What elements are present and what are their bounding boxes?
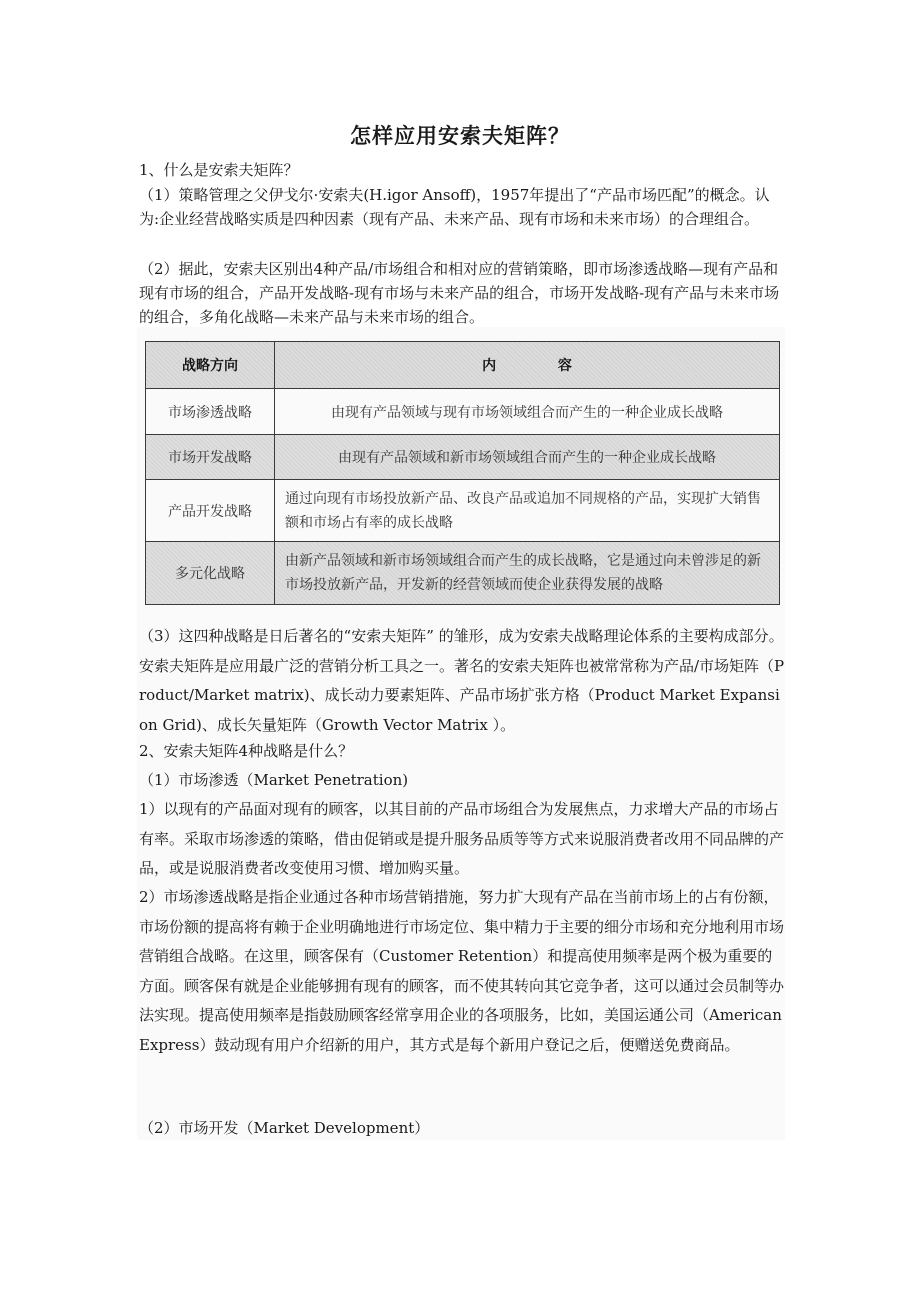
strategy-name: 多元化战略 bbox=[146, 542, 275, 605]
table-row bbox=[146, 480, 780, 542]
strategy-content: 由现有产品领域与现有市场领域组合而产生的一种企业成长战略 bbox=[275, 389, 780, 435]
strategy-name: 市场渗透战略 bbox=[146, 389, 275, 435]
paragraph-1: （1）策略管理之父伊戈尔·安索夫(H.igor Ansoff)，1957年提出了“产品市场匹配”的概念。认为:企业经营战略实质是四种因素（现有产品、未来产品、现有市场和未来市场）的合理组合。 bbox=[139, 186, 770, 228]
paragraph-5: 2）市场渗透战略是指企业通过各种市场营销措施，努力扩大现有产品在当前市场上的占有份额，市场份额的提高将有赖于企业明确地进行市场定位、集中精力于主要的细分市场和充分地利用市场营销组合战略。在这里，顾客保有（Customer Retention）和提高使用频率是两个极为重要的方面。顾客保有就是企业能够拥有现有的顾客，而不使其转向其它竞争者，这可以通过会员制等办法实现。提高使用频率是指鼓励顾客经常享用企业的各项服务，比如，美国运通公司（American Express）鼓动现有用户介绍新的用户，其方式是每个新用户登记之后，便赠送免费商品。 bbox=[139, 888, 785, 1054]
subsection2-heading: （2）市场开发（Market Development） bbox=[139, 1119, 430, 1137]
strategy-content: 由现有产品领域和新市场领域组合而产生的一种企业成长战略 bbox=[275, 435, 780, 480]
subsection1-heading: （1）市场渗透（Market Penetration) bbox=[139, 771, 409, 789]
strategy-content: 通过向现有市场投放新产品、改良产品或追加不同规格的产品，实现扩大销售额和市场占有率的成长战略 bbox=[275, 480, 780, 542]
strategy-name: 产品开发战略 bbox=[146, 480, 275, 542]
strategy-table bbox=[145, 341, 780, 605]
strategy-content: 由新产品领域和新市场领域组合而产生的成长战略，它是通过向未曾涉足的新市场投放新产品，开发新的经营领域而使企业获得发展的战略 bbox=[275, 542, 780, 605]
section1-heading: 1、什么是安索夫矩阵？ bbox=[139, 161, 299, 179]
header-content bbox=[275, 342, 780, 389]
table-row bbox=[146, 542, 780, 605]
table-row bbox=[146, 389, 780, 435]
section2-heading: 2、安索夫矩阵4种战略是什么？ bbox=[139, 742, 354, 760]
header-content-char-2: 容 bbox=[557, 358, 572, 374]
header-strategy-direction: 战略方向 bbox=[146, 342, 275, 389]
paragraph-3: （3）这四种战略是日后著名的“安索夫矩阵” 的雏形，成为安索夫战略理论体系的主要构成部分。安索夫矩阵是应用最广泛的营销分析工具之一。著名的安索夫矩阵也被常常称为产品/市场矩阵（Product/Market matrix)、成长动力要素矩阵、产品市场扩张方格（Product Market Expansion Grid)、成长矢量矩阵（Growth Vector Matrix ）。 bbox=[139, 627, 785, 734]
strategy-name: 市场开发战略 bbox=[146, 435, 275, 480]
paragraph-2: （2）据此，安索夫区别出4种产品/市场组合和相对应的营销策略，即市场渗透战略—现有产品和现有市场的组合，产品开发战略-现有市场与未来产品的组合，市场开发战略-现有产品与未来市场的组合，多角化战略—未来产品与未来市场的组合。 bbox=[139, 260, 780, 326]
table-header-row bbox=[146, 342, 780, 389]
table-row bbox=[146, 435, 780, 480]
paragraph-4: 1）以现有的产品面对现有的顾客，以其目前的产品市场组合为发展焦点，力求增大产品的市场占有率。采取市场渗透的策略，借由促销或是提升服务品质等等方式来说服消费者改用不同品牌的产品，或是说服消费者改变使用习惯、增加购买量。 bbox=[139, 800, 785, 877]
header-content-char-1: 内 bbox=[482, 358, 497, 374]
page-title: 怎样应用安索夫矩阵？ bbox=[350, 124, 570, 148]
